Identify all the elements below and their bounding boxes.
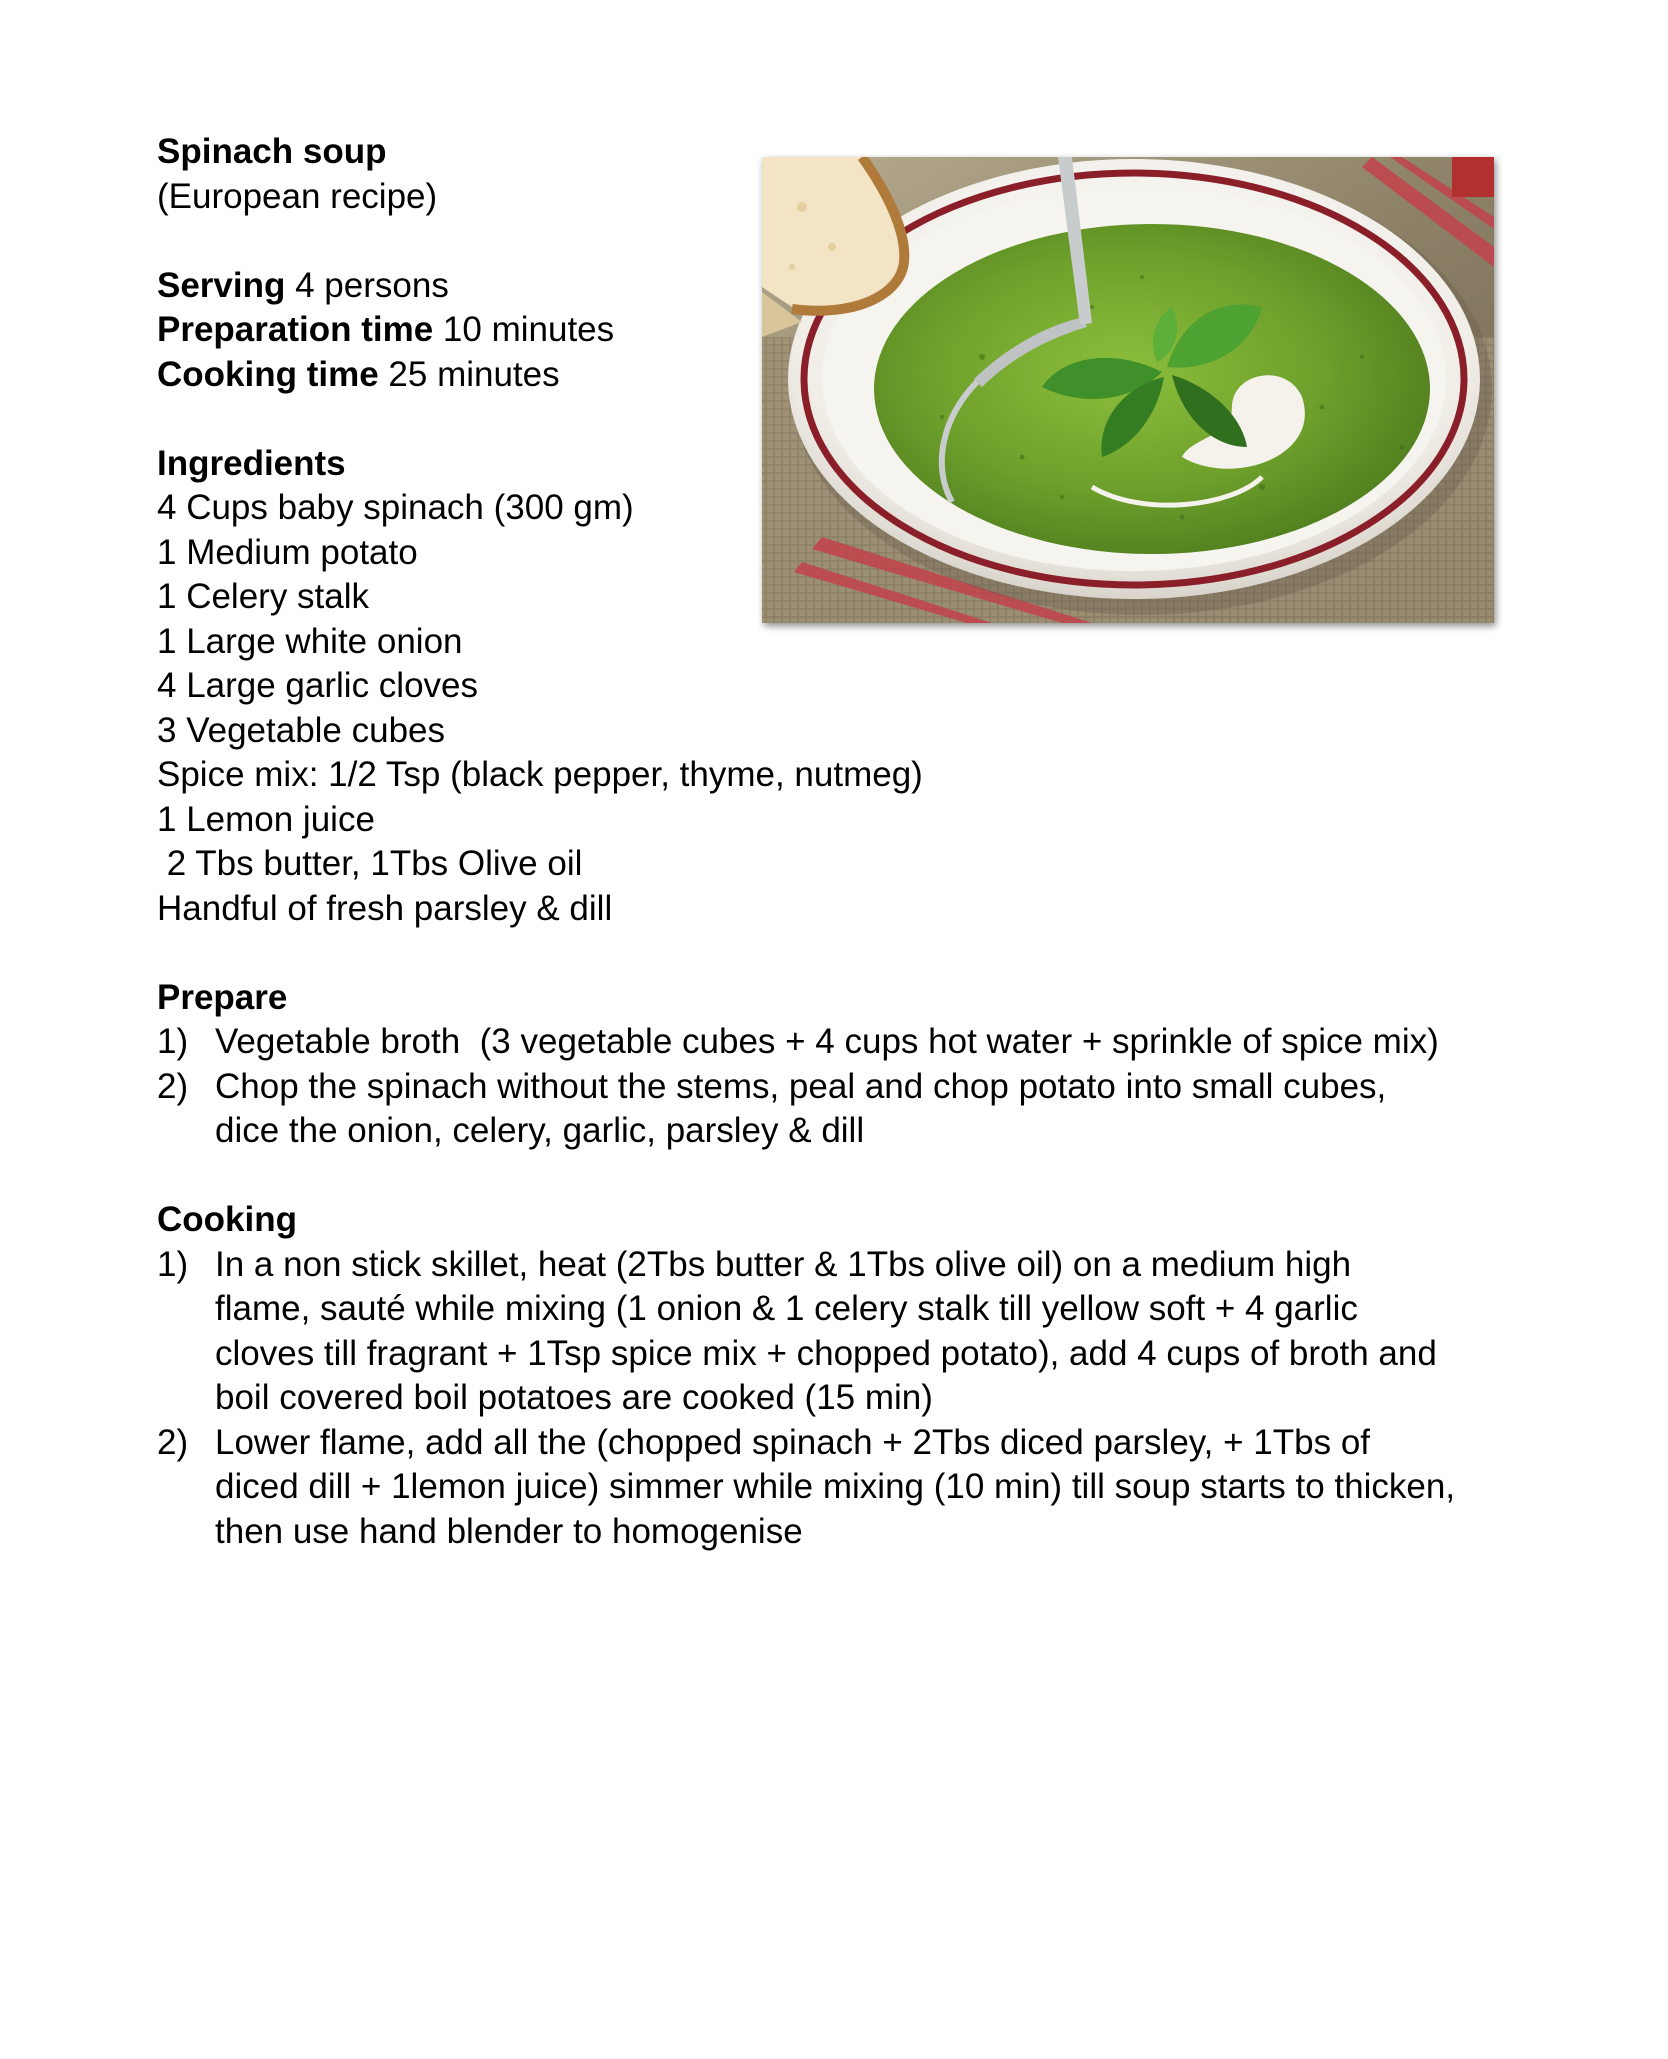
spacer — [157, 1154, 1517, 1199]
meta-label: Serving — [157, 265, 286, 305]
prepare-step — [157, 1020, 1555, 1065]
meta-value: 10 minutes — [433, 310, 615, 349]
step-line: In a non stick skillet, heat (2Tbs butter & 1Tbs olive oil) on a medium high — [215, 1244, 1352, 1284]
cooking-steps — [157, 1243, 1517, 1555]
meta-label: Preparation time — [157, 310, 434, 349]
prepare-step — [157, 1065, 1555, 1154]
ingredient-item: 1 Medium potato — [157, 532, 418, 572]
cooking-heading: Cooking — [157, 1200, 297, 1239]
step-line: Chop the spinach without the stems, peal and chop potato into small cubes, — [215, 1066, 1387, 1106]
recipe-title: Spinach soup — [157, 132, 387, 171]
ingredient-item: 1 Lemon juice — [157, 799, 375, 839]
step-line: then use hand blender to homogenise — [215, 1511, 803, 1551]
bread-slice — [762, 157, 904, 311]
ingredient-item: 4 Cups baby spinach (300 gm) — [157, 488, 634, 527]
ingredient-item: 1 Celery stalk — [157, 577, 370, 616]
spacer — [157, 931, 1517, 976]
meta-value: 4 persons — [285, 265, 449, 305]
cooking-step — [157, 1421, 1555, 1555]
red-object-corner — [1452, 157, 1494, 197]
step-number: 1) — [157, 1244, 189, 1284]
step-line: flame, sauté while mixing (1 onion & 1 celery stalk till yellow soft + 4 garlic — [215, 1289, 1358, 1328]
recipe-subtitle: (European recipe) — [157, 176, 438, 216]
step-number: 1) — [157, 1022, 189, 1061]
ingredient-item: 3 Vegetable cubes — [157, 710, 446, 750]
ingredient-item: Spice mix: 1/2 Tsp (black pepper, thyme, nutmeg) — [157, 755, 923, 794]
step-line: diced dill + 1lemon juice) simmer while mixing (10 min) till soup starts to thicken, — [215, 1467, 1456, 1506]
prepare-steps — [157, 1020, 1517, 1154]
step-line: Lower flame, add all the (chopped spinach + 2Tbs diced parsley, + 1Tbs of — [215, 1422, 1371, 1462]
ingredient-item: Handful of fresh parsley & dill — [157, 888, 613, 928]
meta-label: Cooking time — [157, 354, 379, 394]
ingredient-item: 4 Large garlic cloves — [157, 666, 478, 705]
prepare-heading: Prepare — [157, 977, 288, 1017]
cooking-step — [157, 1243, 1555, 1421]
ingredient-item: 2 Tbs butter, 1Tbs Olive oil — [157, 844, 583, 883]
step-number: 2) — [157, 1422, 189, 1462]
step-line: cloves till fragrant + 1Tsp spice mix + chopped potato), add 4 cups of broth and — [215, 1333, 1437, 1373]
ingredients-heading: Ingredients — [157, 443, 346, 483]
step-line: Vegetable broth (3 vegetable cubes + 4 cups hot water + sprinkle of spice mix) — [215, 1022, 1439, 1061]
step-number: 2) — [157, 1066, 189, 1106]
step-line: dice the onion, celery, garlic, parsley & dill — [215, 1111, 865, 1150]
ingredient-item: 1 Large white onion — [157, 621, 463, 661]
step-line: boil covered boil potatoes are cooked (15 min) — [215, 1378, 933, 1417]
meta-value: 25 minutes — [378, 354, 560, 394]
soup-photo-illustration — [762, 157, 1494, 623]
soup-photo — [762, 157, 1494, 623]
